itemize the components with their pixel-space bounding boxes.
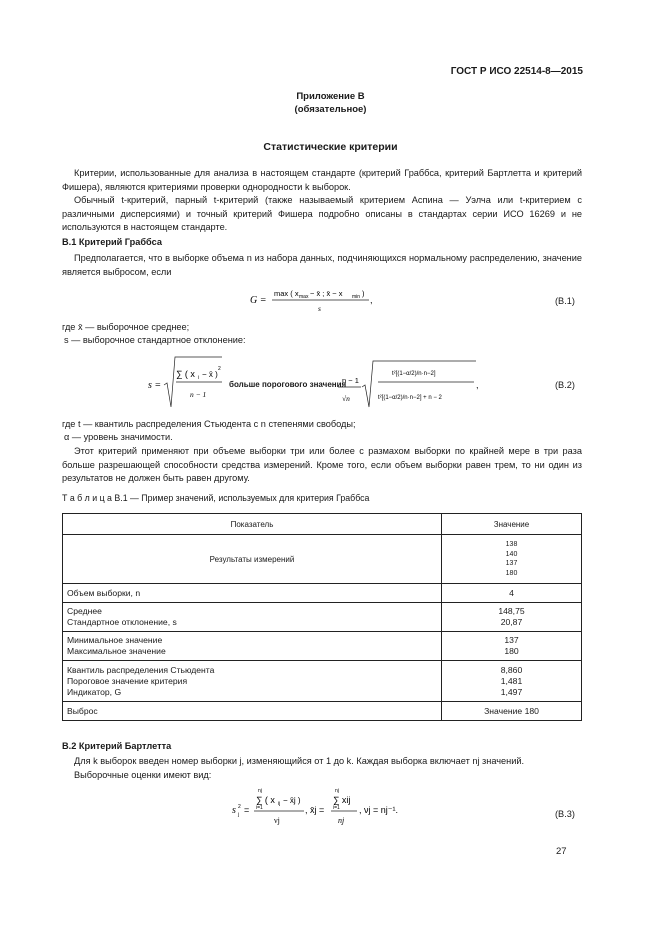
measurement-value: 140	[505, 550, 518, 558]
svg-text:): )	[362, 289, 365, 298]
b2-paragraph-2: Выборочные оценки имеют вид:	[74, 770, 212, 780]
svg-text:2: 2	[238, 804, 241, 810]
svg-text:n − 1: n − 1	[190, 390, 207, 399]
where-alpha: α — уровень значимости.	[64, 432, 173, 442]
svg-text:j: j	[238, 812, 240, 818]
svg-text:2: 2	[218, 366, 221, 372]
header-parameter: Показатель	[63, 514, 442, 535]
svg-text:n − 1: n − 1	[342, 376, 359, 385]
where-std: s — выборочное стандартное отклонение:	[64, 335, 246, 345]
svg-text:nj: nj	[335, 788, 339, 794]
equation-b1	[250, 286, 380, 316]
equation-b2-number: (В.2)	[555, 380, 575, 390]
standard-header: ГОСТ Р ИСО 22514-8—2015	[450, 66, 583, 77]
where-t-quantile: где t — квантиль распределения Стьюдента с n степенями свободы;	[62, 419, 356, 429]
svg-text:max ( x: max ( x	[274, 289, 299, 298]
svg-text:t²[(1−α/2)/n·n−2]: t²[(1−α/2)/n·n−2]	[392, 371, 436, 377]
row-mean-value: 148,75	[498, 606, 525, 616]
section-b1-title: В.1 Критерий Граббса	[62, 237, 162, 247]
table-caption: Т а б л и ц а В.1 — Пример значений, используемых для критерия Граббса	[62, 493, 370, 503]
svg-text:nj: nj	[258, 788, 262, 794]
row-measurements-label: Результаты измерений	[63, 535, 442, 584]
svg-text:√n: √n	[342, 394, 350, 403]
row-student-label: Квантиль распределения Стьюдента	[67, 664, 215, 675]
svg-text:, νj = nj⁻¹.: , νj = nj⁻¹.	[359, 805, 399, 815]
svg-text:∑ xij: ∑ xij	[333, 795, 351, 805]
row-min-value: 137	[504, 635, 519, 645]
svg-text:∑ ( x: ∑ ( x	[176, 369, 195, 379]
appendix-title: Приложение В	[296, 91, 365, 102]
table-row	[63, 535, 582, 584]
table-row	[63, 584, 582, 603]
row-min-label: Минимальное значение	[67, 635, 163, 645]
table-row	[63, 603, 582, 632]
row-indicator-value: 1,497	[500, 686, 523, 697]
row-threshold-label: Пороговое значение критерия	[67, 675, 188, 686]
table-row	[63, 661, 582, 702]
page-number: 27	[556, 846, 567, 857]
svg-text:− x̄j ): − x̄j )	[283, 796, 301, 805]
svg-text:,: ,	[370, 295, 373, 305]
row-std-label: Стандартное отклонение, s	[67, 617, 177, 627]
svg-text:ij: ij	[278, 801, 281, 807]
svg-text:t²[(1−α/2)/n·n−2] + n − 2: t²[(1−α/2)/n·n−2] + n − 2	[378, 395, 442, 401]
svg-text:=: =	[244, 805, 250, 815]
svg-text:,: ,	[476, 380, 479, 390]
equation-b3-number: (В.3)	[555, 809, 575, 819]
svg-text:, x̄j =: , x̄j =	[305, 805, 325, 815]
measurement-value: 137	[505, 560, 518, 567]
row-sample-size-label: Объем выборки, n	[63, 584, 442, 603]
svg-text:s: s	[232, 805, 236, 816]
grubbs-example-table	[62, 513, 582, 721]
threshold-overlay-text: больше порогового значения	[229, 380, 347, 389]
measurement-value: 138	[505, 541, 518, 548]
row-max-label: Максимальное значение	[67, 646, 166, 656]
b2-paragraph-1: Для k выборок введен номер выборки j, изменяющийся от 1 до k. Каждая выборка включает nj значений.	[74, 756, 525, 766]
b1-paragraph-2: Этот критерий применяют при объеме выборки три или более с размахом выборки по крайней мере в три раза больше разрешающей способности средства измерений. Кроме того, если объем выборки равен трем, то ни один из результатов не должен быть равен другому.	[62, 446, 582, 483]
row-outlier-label: Выброс	[63, 702, 442, 721]
equation-b3	[232, 784, 412, 834]
svg-text:min: min	[352, 294, 361, 300]
b1-paragraph-1: Предполагается, что в выборке объема n из набора данных, подчиняющихся нормальному распределению, значение является выбросом, если	[62, 253, 582, 277]
row-mean-label: Среднее	[67, 606, 102, 616]
intro-paragraph-2: Обычный t-критерий, парный t-критерий (также называемый критерием Аспина — Уэлча или t-критерием с различными дисперсиями) и точный критерий Фишера подробно описаны в стандартах серии ИСО 16269 и не используются в настоящем стандарте.	[62, 195, 582, 232]
svg-text:νj: νj	[274, 816, 280, 825]
svg-text:nj: nj	[338, 816, 345, 825]
svg-text:i: i	[198, 375, 200, 381]
svg-text:max: max	[299, 294, 309, 300]
row-student-value: 8,860	[500, 664, 523, 675]
svg-text:G =: G =	[250, 295, 267, 306]
intro-paragraph-1: Критерии, использованные для анализа в настоящем стандарте (критерий Граббса, критерий Бартлетта и критерий Фишера), являются критериями проверки однородности k выборок.	[62, 168, 582, 192]
svg-text:s =: s =	[148, 380, 162, 391]
appendix-note: (обязательное)	[294, 104, 367, 115]
svg-text:− x̄ ; x̄ − x: − x̄ ; x̄ − x	[310, 289, 343, 298]
svg-text:− x̄ ): − x̄ )	[202, 370, 218, 379]
appendix-heading: Статистические критерии	[263, 141, 398, 153]
row-outlier-value: Значение 180	[442, 702, 582, 721]
row-max-value: 180	[504, 646, 519, 656]
row-sample-size-value: 4	[442, 584, 582, 603]
measurement-value: 180	[505, 569, 518, 577]
row-std-value: 20,87	[500, 617, 523, 627]
where-mean: где x̄ — выборочное среднее;	[62, 322, 190, 332]
equation-b1-number: (В.1)	[555, 296, 575, 306]
row-indicator-label: Индикатор, G	[67, 686, 122, 697]
svg-text:i=1: i=1	[256, 805, 263, 811]
row-threshold-value: 1,481	[500, 675, 523, 686]
table-row	[63, 632, 582, 661]
table-row	[63, 702, 582, 721]
header-value: Значение	[442, 514, 582, 535]
svg-text:i=1: i=1	[333, 805, 340, 811]
section-b2-title: В.2 Критерий Бартлетта	[62, 741, 172, 751]
svg-text:s: s	[318, 304, 321, 313]
svg-text:∑ ( x: ∑ ( x	[256, 795, 275, 805]
table-header-row	[63, 514, 582, 535]
